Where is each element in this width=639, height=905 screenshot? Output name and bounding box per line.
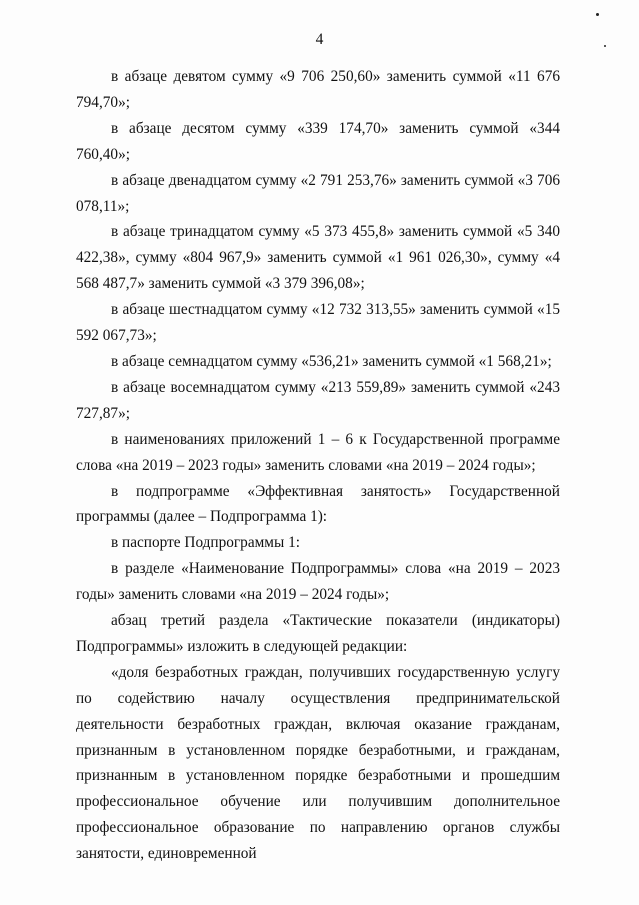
paragraph-amendment-16: в абзаце шестнадцатом сумму «12 732 313,55» заменить суммой «15 592 067,73»;	[76, 301, 560, 345]
document-body	[76, 64, 560, 867]
paragraph-amendment-12: в абзаце двенадцатом сумму «2 791 253,76» заменить суммой «3 706 078,11»;	[76, 171, 560, 215]
paragraph-amendment-17: в абзаце семнадцатом сумму «536,21» заменить суммой «1 568,21»;	[111, 352, 552, 370]
paragraph-section-name: в разделе «Наименование Подпрограммы» слова «на 2019 – 2023 годы» заменить словами «на 2019 – 2024 годы»;	[76, 560, 560, 604]
scan-speck	[604, 45, 606, 47]
paragraph-amendment-10: в абзаце десятом сумму «339 174,70» заменить суммой «344 760,40»;	[76, 119, 560, 163]
paragraph-amendment-18: в абзаце восемнадцатом сумму «213 559,89» заменить суммой «243 727,87»;	[76, 378, 560, 422]
scan-speck	[596, 13, 599, 16]
paragraph-amendment-13: в абзаце тринадцатом сумму «5 373 455,8» заменить суммой «5 340 422,38», сумму «804 967,9» заменить суммой «1 961 026,30», сумму «4 568 487,7» заменить суммой «3 379 396,08»;	[76, 223, 560, 293]
paragraph-amendment-9: в абзаце девятом сумму «9 706 250,60» заменить суммой «11 676 794,70»;	[76, 68, 560, 111]
paragraph-subprogram: в подпрограмме «Эффективная занятость» Государственной программы (далее – Подпрограмма 1):	[76, 482, 560, 526]
paragraph-appendix-titles: в наименованиях приложений 1 – 6 к Государственной программе слова «на 2019 – 2023 годы» заменить словами «на 2019 – 2024 годы»;	[76, 430, 560, 474]
paragraph-passport: в паспорте Подпрограммы 1:	[111, 534, 300, 552]
page-number: 4	[315, 31, 324, 48]
paragraph-quoted-text: «доля безработных граждан, получивших государственную услугу по содействию началу осуществления предпринимательской деятельности безработных граждан, включая оказание гражданам, признанным в установленном порядке безработными, и гражданам, признанным в установленном порядке безработными и прошедшим профессиональное обучение или получившим дополнительное профессиональное образование по направлению органов службы занятости, единовременной	[76, 663, 560, 863]
paragraph-tactical-indicators: абзац третий раздела «Тактические показатели (индикаторы) Подпрограммы» изложить в следующей редакции:	[76, 612, 560, 655]
